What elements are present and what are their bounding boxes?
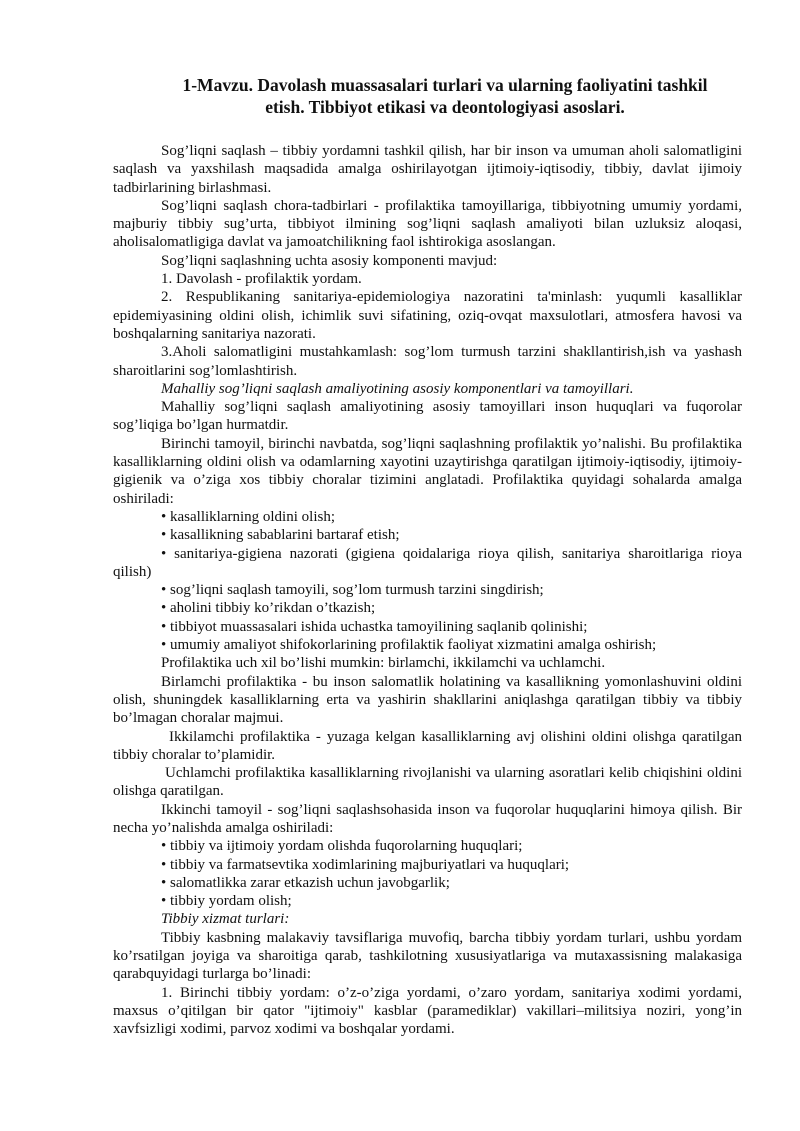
list-item: 2. Respublikaning sanitariya-epidemiologiya nazoratini ta'minlash: yuqumli kasalliklar epidemiyasining oldini olish, ichimlik suvi sifatining, oziq-ovqat maxsulotlari, atmosfera havosi va boshqalarning sanitariya nazorati. bbox=[113, 289, 742, 342]
bullet-item: • aholini tibbiy ko’rikdan o’tkazish; bbox=[161, 600, 376, 617]
bullet-item: • kasallikning sabablarini bartaraf etish; bbox=[161, 527, 400, 544]
paragraph: Birinchi tamoyil, birinchi navbatda, sog’liqni saqlashning profilaktik yo’nalishi. Bu profilaktika kasalliklarning oldini olish va odamlarning xayotini uzaytirishga qaratilgan ijtimoiy-iqtisodiy, ijtimoiy-gigienik va o’ziga xos tibbiy choralar tizimini anglatadi. Profilaktika quyidagi sohalarda amalga oshiriladi: bbox=[113, 435, 742, 507]
paragraph: Birlamchi profilaktika - bu inson salomatlik holatining va kasallikning yomonlashuvini oldini olish, shuningdek kasalliklarning erta va yashirin shakllarini aniqlashga qaratilgan tibbiy va tibbiy bo’lmagan choralar majmui. bbox=[113, 673, 742, 727]
paragraph: Profilaktika uch xil bo’lishi mumkin: birlamchi, ikkilamchi va uchlamchi. bbox=[161, 655, 606, 672]
paragraph: Sog’liqni saqlashning uchta asosiy komponenti mavjud: bbox=[161, 252, 498, 269]
paragraph: Sog’liqni saqlash – tibbiy yordamni tashkil qilish, har bir inson va umuman aholi salomatligini saqlash va yaxshilash maqsadida amalga oshirilayotgan ijtimoiy-iqtisodiy, tibbiy, davlat ijimoiy tadbirlarining birlashmasi. bbox=[113, 143, 742, 196]
paragraph: Sog’liqni saqlash chora-tadbirlari - profilaktika tamoyillariga, tibbiyotning umumiy yordami, majburiy tibbiy sug’urta, tibbiyot ilmining sog’liqni saqlash amaliyoti bilan uzluksiz aloqasi, aholisalomatligiga davlat va jamoatchilikning faol ishtirokiga asoslangan. bbox=[113, 197, 742, 251]
bullet-item: • tibbiy va ijtimoiy yordam olishda fuqorolarning huquqlari; bbox=[161, 838, 523, 855]
section-heading: Tibbiy xizmat turlari: bbox=[161, 911, 290, 928]
paragraph: 1. Birinchi tibbiy yordam: o’z-o’ziga yordami, o’zaro yordam, sanitariya xodimi yordami, maxsus o’qitilgan bir qator "ijtimoiy" kasblar (paramediklar) vakillari–militsiya noziri, yong’in xavfsizligi xodimi, parvoz xodimi va boshqalar yordami. bbox=[113, 984, 742, 1038]
list-item: 1. Davolash - profilaktik yordam. bbox=[161, 271, 362, 288]
title-line-1: 1-Mavzu. Davolash muassasalari turlari va ularning faoliyatini tashkil bbox=[182, 75, 708, 95]
title-line-2: etish. Tibbiyot etikasi va deontologiyasi asoslari. bbox=[265, 97, 625, 117]
paragraph: Ikkinchi tamoyil - sog’liqni saqlashsohasida inson va fuqorolar huquqlarini himoya qilish. Bir necha yo’nalishda amalga oshiriladi: bbox=[113, 801, 742, 836]
list-item: 3.Aholi salomatligini mustahkamlash: sog’lom turmush tarzini shakllantirish,ish va yashash sharoitlarini sog’lomlashtirish. bbox=[113, 344, 742, 379]
bullet-item: • tibbiyot muassasalari ishida uchastka tamoyilining saqlanib qolinishi; bbox=[161, 618, 588, 635]
paragraph: Tibbiy kasbning malakaviy tavsiflariga muvofiq, barcha tibbiy yordam turlari, ushbu yordam ko’rsatilgan joyiga va sharoitiga qarab, tashkilotning xususiyatlariga va mutaxassisning malakasiga qarabquyidagi turlarga bo’linadi: bbox=[113, 929, 742, 983]
paragraph: Mahalliy sog’liqni saqlash amaliyotining asosiy tamoyillari inson huquqlari va fuqorolar sog’liqiga bo’lgan hurmatdir. bbox=[113, 399, 742, 434]
section-heading: Mahalliy sog’liqni saqlash amaliyotining asosiy komponentlari va tamoyillari. bbox=[161, 380, 634, 397]
bullet-item: • kasalliklarning oldini olish; bbox=[161, 508, 335, 525]
document-title bbox=[110, 74, 780, 118]
document-body bbox=[113, 142, 742, 1039]
paragraph: Ikkilamchi profilaktika - yuzaga kelgan kasalliklarning avj olishini oldini olishga qaratilgan tibbiy choralar to’plamidir. bbox=[113, 728, 742, 763]
paragraph: Uchlamchi profilaktika kasalliklarning rivojlanishi va ularning asoratlari kelib chiqishini oldini olishga qaratilgan. bbox=[113, 765, 742, 800]
bullet-item: • sog’liqni saqlash tamoyili, sog’lom turmush tarzini singdirish; bbox=[161, 582, 544, 599]
bullet-item: • sanitariya-gigiena nazorati (gigiena qoidalariga rioya qilish, sanitariya sharoitlariga rioya qilish) bbox=[113, 545, 742, 580]
bullet-item: • umumiy amaliyot shifokorlarining profilaktik faoliyat xizmatini amalga oshirish; bbox=[161, 637, 657, 654]
bullet-item: • tibbiy va farmatsevtika xodimlarining majburiyatlari va huquqlari; bbox=[161, 856, 570, 873]
bullet-item: • salomatlikka zarar etkazish uchun javobgarlik; bbox=[161, 874, 450, 891]
bullet-item: • tibbiy yordam olish; bbox=[161, 893, 292, 910]
